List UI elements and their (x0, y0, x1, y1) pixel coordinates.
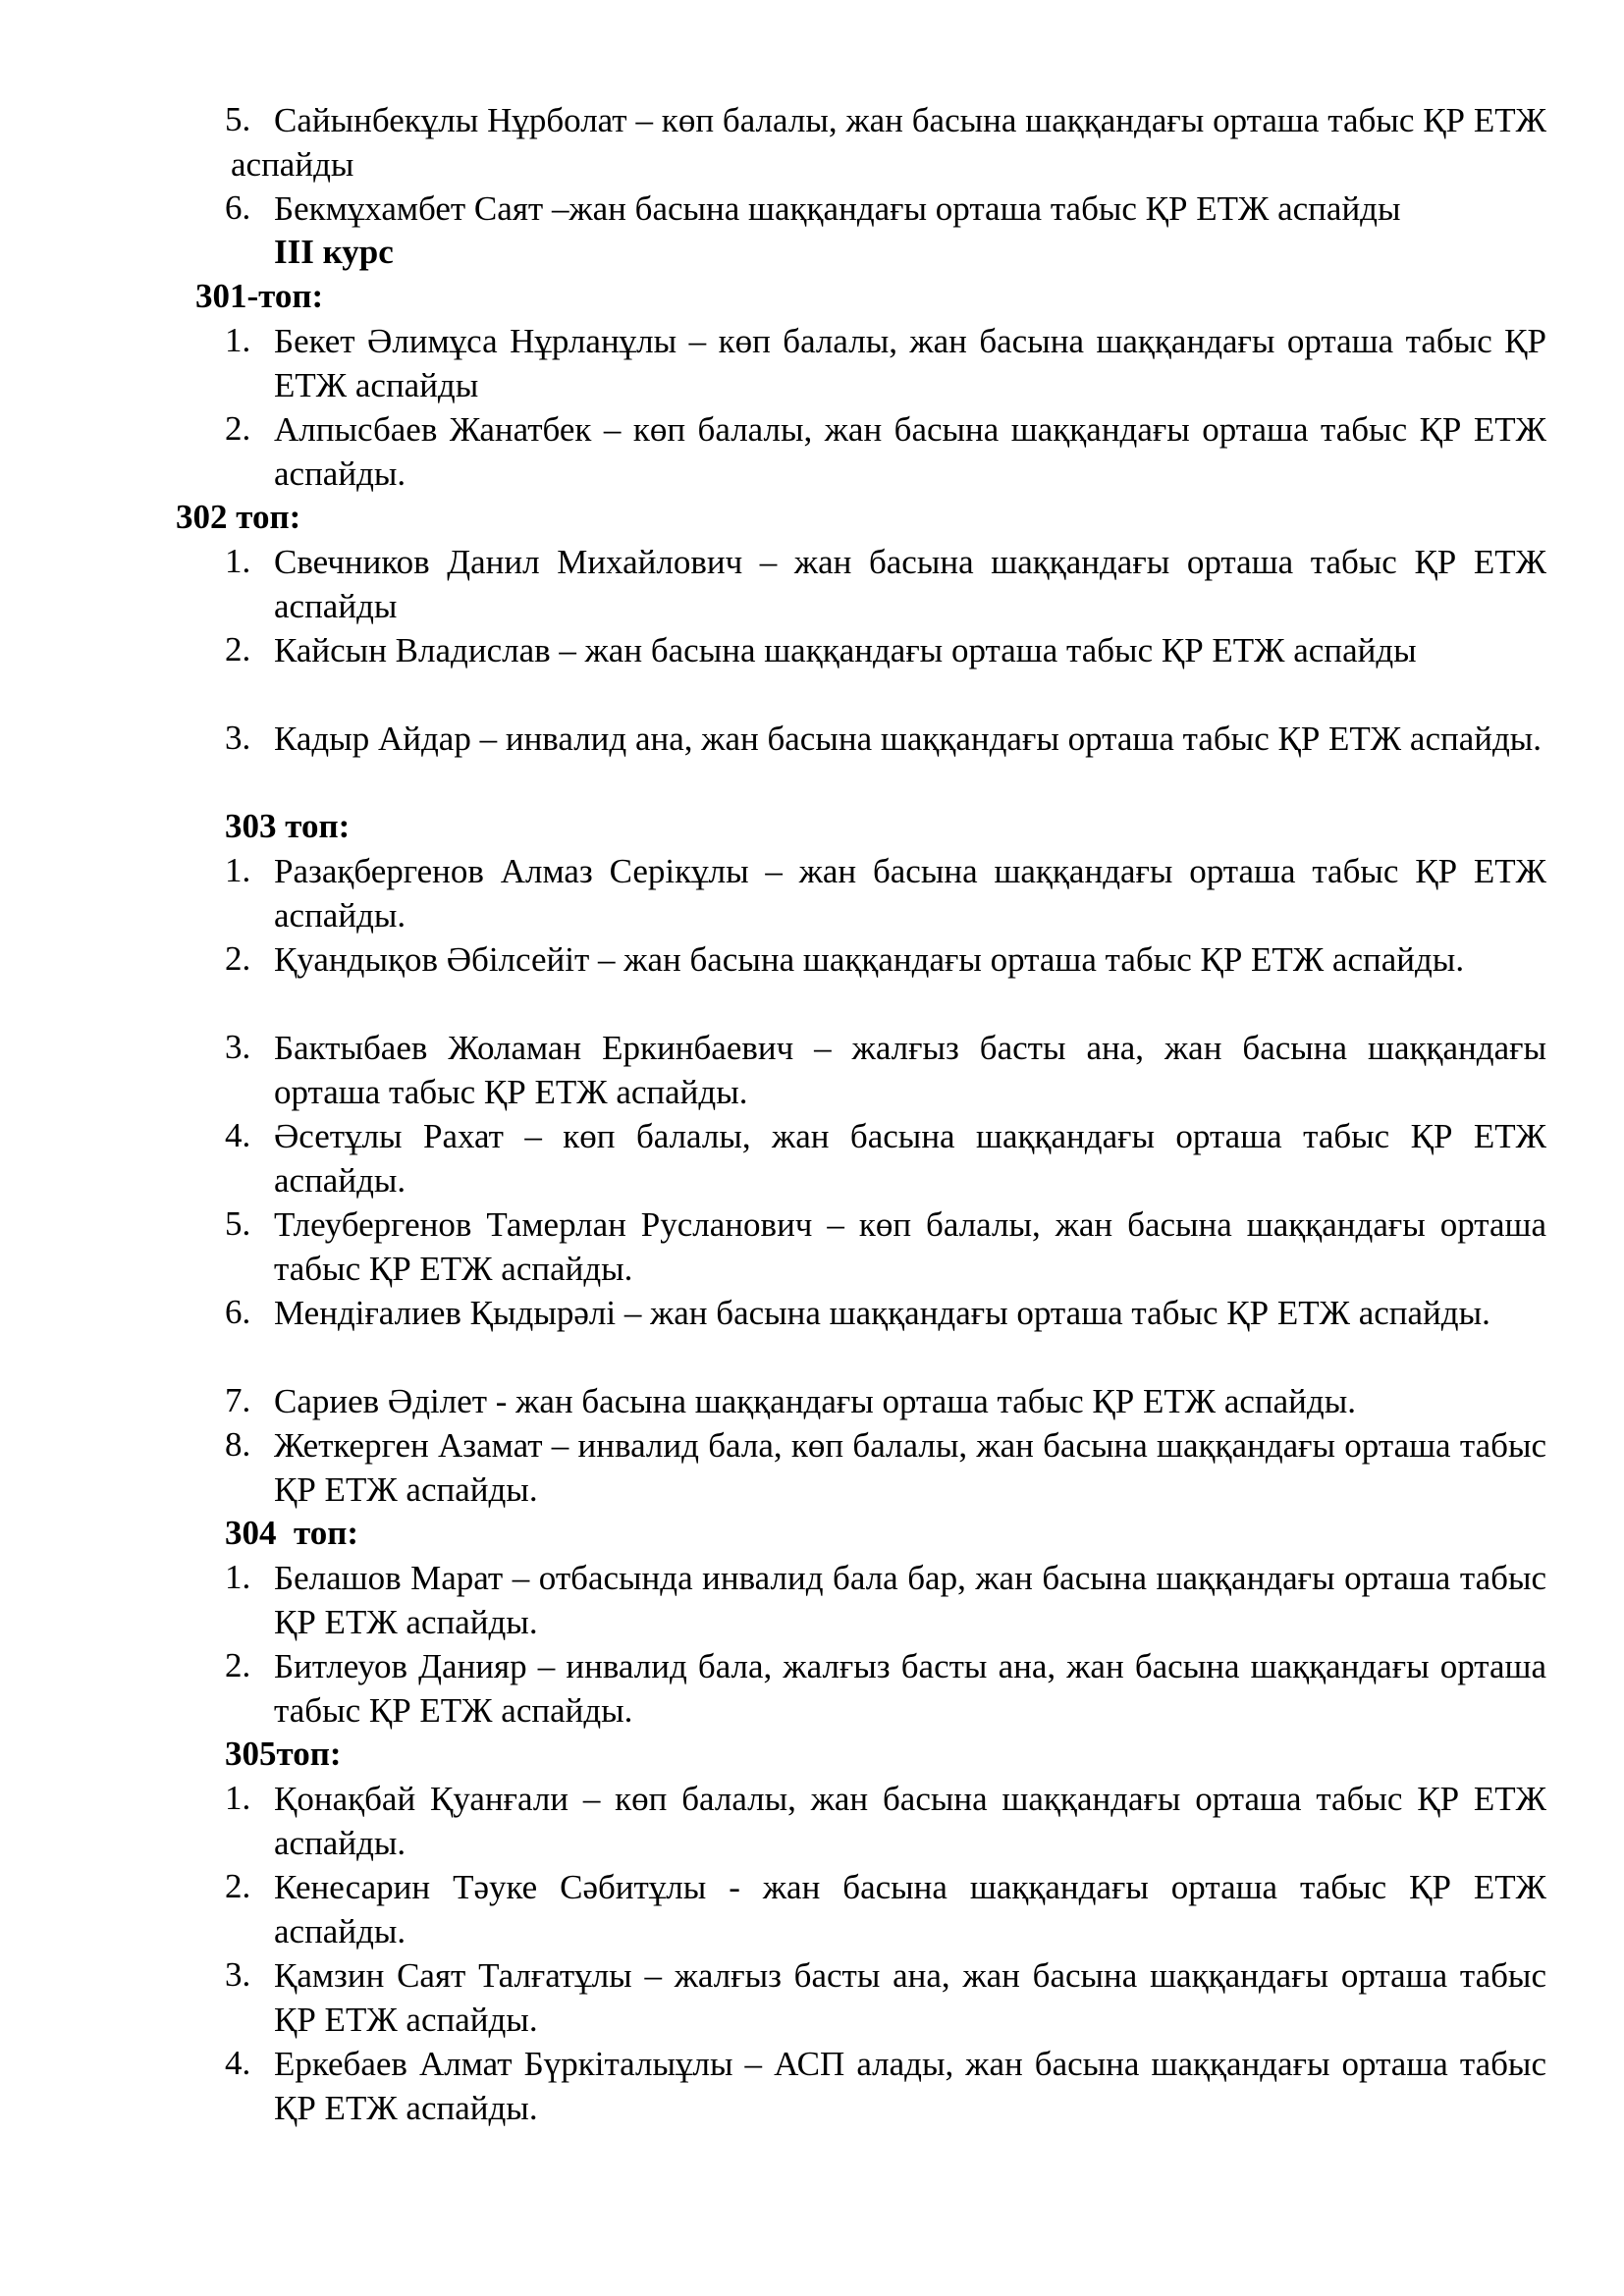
list-item-text: Қуандықов Әбілсейіт – жан басына шаққандағы орташа табыс ҚР ЕТЖ аспайды. (274, 940, 1465, 979)
list-item-text: Бактыбаев Жоламан Еркинбаевич – жалғыз басты ана, жан басына шаққандағы орташа табыс ҚР ЕТЖ аспайды. (274, 1029, 1546, 1111)
list-item-text: Кадыр Айдар – инвалид ана, жан басына шаққандағы орташа табыс ҚР ЕТЖ аспайды. (274, 720, 1543, 758)
list-item-number: 2. (225, 409, 251, 448)
list-item-text: Жеткерген Азамат – инвалид бала, көп балалы, жан басына шаққандағы орташа табыс ҚР ЕТЖ аспайды. (274, 1426, 1546, 1509)
list-item-text: Мендіғалиев Қыдырәлі – жан басына шаққандағы орташа табыс ҚР ЕТЖ аспайды. (274, 1294, 1490, 1332)
list-item-text: Қамзин Саят Талғатұлы – жалғыз басты ана, жан басына шаққандағы орташа табыс ҚР ЕТЖ аспайды. (274, 1956, 1546, 2039)
list-item-number: 1. (225, 851, 251, 889)
list-item-text: Разақбергенов Алмаз Серікұлы – жан басына шаққандағы орташа табыс ҚР ЕТЖ аспайды. (274, 852, 1546, 934)
list-item-number: 1. (225, 542, 251, 580)
list-item-text: Битлеуов Данияр – инвалид бала, жалғыз басты ана, жан басына шаққандағы орташа табыс ҚР ЕТЖ аспайды. (274, 1647, 1546, 1730)
list-item-number: 2. (225, 1867, 251, 1905)
list-item-number: 1. (225, 1779, 251, 1817)
list-item-text: Қонақбай Қуанғали – көп балалы, жан басына шаққандағы орташа табыс ҚР ЕТЖ аспайды. (274, 1780, 1546, 1862)
list-item-number: 3. (225, 1955, 251, 1994)
list-item-text: Кайсын Владислав – жан басына шаққандағы орташа табыс ҚР ЕТЖ аспайды (274, 631, 1417, 669)
list-item-number: 2. (225, 630, 251, 668)
list-item-text: Бекмұхамбет Саят –жан басына шаққандағы орташа табыс ҚР ЕТЖ аспайды (274, 189, 1401, 228)
list-item-text: Еркебаев Алмат Бүркіталыұлы – АСП алады, жан басына шаққандағы орташа табыс ҚР ЕТЖ аспайды. (274, 2045, 1546, 2127)
list-item-text: Белашов Марат – отбасында инвалид бала бар, жан басына шаққандағы орташа табыс ҚР ЕТЖ аспайды. (274, 1559, 1546, 1641)
list-item-number: 5. (225, 1204, 251, 1243)
list-item-text: Тлеубергенов Тамерлан Русланович – көп балалы, жан басына шаққандағы орташа табыс ҚР ЕТЖ аспайды. (274, 1205, 1546, 1288)
list-item-text: Бекет Әлимұса Нұрланұлы – көп балалы, жан басына шаққандағы орташа табыс ҚР ЕТЖ аспайды (274, 322, 1546, 404)
list-item-number: 1. (225, 321, 251, 359)
list-item-number: 3. (225, 1028, 251, 1066)
list-item-number: 5. (225, 100, 251, 138)
list-item-number: 4. (225, 1116, 251, 1154)
list-item-text: Әсетұлы Рахат – көп балалы, жан басына шаққандағы орташа табыс ҚР ЕТЖ аспайды. (274, 1117, 1546, 1200)
list-item-text: Алпысбаев Жанатбек – көп балалы, жан басына шаққандағы орташа табыс ҚР ЕТЖ аспайды. (274, 410, 1546, 493)
list-item-number: 6. (225, 188, 251, 227)
course-heading: III курс (274, 233, 394, 271)
list-item-text: Сайынбекұлы Нұрболат – көп балалы, жан басына шаққандағы орташа табыс ҚР ЕТЖ аспайды (231, 101, 1546, 184)
list-item-number: 3. (225, 719, 251, 757)
list-item-text: Кенесарин Тәуке Сәбитұлы - жан басына шаққандағы орташа табыс ҚР ЕТЖ аспайды. (274, 1868, 1546, 1950)
group-heading-303: 303 топ: (225, 807, 351, 845)
list-item-text: Сариев Әділет - жан басына шаққандағы орташа табыс ҚР ЕТЖ аспайды. (274, 1382, 1356, 1420)
list-item-number: 2. (225, 1646, 251, 1684)
list-item-number: 7. (225, 1381, 251, 1419)
list-item-number: 1. (225, 1558, 251, 1596)
list-item-number: 4. (225, 2044, 251, 2082)
list-item-number: 8. (225, 1425, 251, 1464)
group-heading-301: 301-топ: (195, 277, 324, 315)
group-heading-305: 305топ: (225, 1735, 342, 1773)
group-heading-302: 302 топ: (176, 498, 301, 536)
group-heading-304: 304 топ: (225, 1514, 359, 1552)
list-item-text: Свечников Данил Михайлович – жан басына шаққандағы орташа табыс ҚР ЕТЖ аспайды (274, 543, 1546, 625)
list-item-number: 6. (225, 1293, 251, 1331)
list-item-number: 2. (225, 939, 251, 978)
